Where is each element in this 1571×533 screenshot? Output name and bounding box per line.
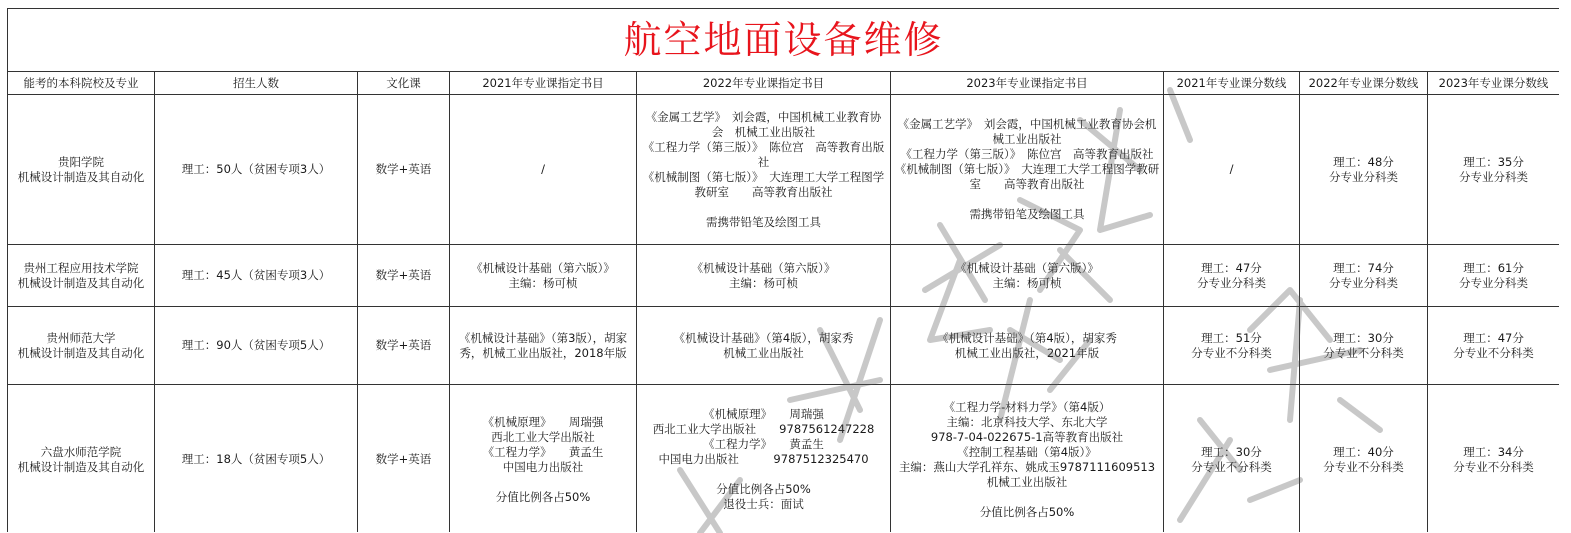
- score-2021-cell: [1164, 307, 1300, 385]
- cell-line: 分专业分科类: [1329, 169, 1398, 184]
- enroll-cell: 理工：18人（贫困专项5人）: [155, 385, 358, 533]
- cell-line: 《机械设计基础（第六版）》: [691, 260, 836, 275]
- cell-line: 理工：47分: [1463, 330, 1524, 345]
- cell-line: 机械工业出版社，2021年版: [954, 345, 1100, 360]
- cell-line: [894, 192, 1160, 207]
- cell-line: 《机械原理》 周瑞强: [703, 407, 824, 421]
- cell-line: 《机械设计基础》（第3版），胡家秀，机械工业出版社，2018年版: [458, 330, 628, 360]
- score-2021-cell: [1164, 245, 1300, 307]
- header-books-2022: 2022年专业课指定书目: [637, 72, 891, 95]
- cell-line: 机械设计制造及其自动化: [17, 345, 145, 360]
- books-2022-cell: [637, 385, 891, 533]
- cell-line: 西北工业大学出版社: [491, 429, 595, 444]
- books-2021-cell: [450, 95, 637, 245]
- books-2023-cell: [891, 385, 1164, 533]
- cell-line: 主编：北京科技大学、东北大学: [946, 414, 1108, 429]
- cell-line: 978-7-04-022675-1高等教育出版社: [930, 429, 1124, 444]
- culture-cell: 数学+英语: [358, 245, 450, 307]
- cell-line: 机械设计制造及其自动化: [17, 169, 145, 184]
- header-enroll: 招生人数: [155, 72, 358, 95]
- enroll-cell: 理工：90人（贫困专项5人）: [155, 307, 358, 385]
- cell-line: [640, 200, 887, 215]
- header-score-2023: 2023年专业课分数线: [1428, 72, 1560, 95]
- cell-line: 理工：47分: [1201, 260, 1262, 275]
- books-2021-cell: [450, 245, 637, 307]
- books-2022-cell: [637, 245, 891, 307]
- header-school: 能考的本科院校及专业: [8, 72, 155, 95]
- table-row: [8, 245, 1560, 307]
- score-2022-cell: [1300, 307, 1428, 385]
- cell-line: 分专业不分科类: [1191, 459, 1272, 474]
- score-2023-cell: [1428, 245, 1560, 307]
- school-cell: [8, 307, 155, 385]
- cell-line: 《机械制图（第七版）》 大连理工大学工程图学教研室 高等教育出版社: [642, 169, 885, 199]
- school-cell: [8, 245, 155, 307]
- cell-line: 理工：74分: [1333, 260, 1394, 275]
- cell-line: 需携带铅笔及绘图工具: [706, 214, 821, 229]
- score-2022-cell: [1300, 95, 1428, 245]
- cell-line: 《金属工艺学》 刘会霞，中国机械工业教育协会机械工业出版社: [897, 117, 1157, 146]
- cell-line: 退役士兵：面试: [723, 497, 804, 511]
- books-2021-cell: [450, 307, 637, 385]
- header-books-2023: 2023年专业课指定书目: [891, 72, 1164, 95]
- cell-line: 主编：杨可桢: [508, 275, 578, 290]
- cell-line: 机械工业出版社: [723, 345, 804, 360]
- cell-line: 贵州工程应用技术学院: [23, 260, 139, 275]
- cell-line: 《控制工程基础（第4版）》: [957, 444, 1097, 459]
- cell-line: 理工：30分: [1333, 330, 1394, 345]
- score-2023-cell: [1428, 307, 1560, 385]
- cell-line: 《工程力学（第三版）》 陈位宫 高等教育出版社: [642, 139, 885, 169]
- cell-line: 分专业分科类: [1329, 275, 1398, 290]
- cell-line: 《工程力学》 黄孟生: [703, 437, 824, 451]
- table-row: [8, 95, 1560, 245]
- culture-cell: 数学+英语: [358, 95, 450, 245]
- culture-cell: 数学+英语: [358, 307, 450, 385]
- cell-line: 《机械设计基础（第六版）》: [955, 260, 1099, 275]
- header-culture: 文化课: [358, 72, 450, 95]
- cell-line: 需携带铅笔及绘图工具: [969, 207, 1085, 221]
- cell-line: 《机械原理》 周瑞强: [482, 414, 604, 429]
- cell-line: 《机械设计基础》（第4版），胡家秀: [937, 330, 1117, 345]
- cell-line: 分专业不分科类: [1453, 459, 1534, 474]
- cell-line: 理工：40分: [1333, 444, 1394, 459]
- cell-line: 《机械设计基础（第六版）》: [471, 260, 615, 275]
- books-2023-cell: [891, 95, 1164, 245]
- cell-line: 主编：杨可桢: [992, 275, 1062, 290]
- enroll-cell: 理工：45人（贫困专项3人）: [155, 245, 358, 307]
- score-2022-cell: [1300, 385, 1428, 533]
- cell-line: 主编：杨可桢: [729, 275, 798, 290]
- cell-line: 理工：61分: [1463, 260, 1524, 275]
- books-2022-cell: [637, 307, 891, 385]
- table-row: [8, 307, 1560, 385]
- score-2021-cell: [1164, 385, 1300, 533]
- cell-line: 《机械制图（第七版）》 大连理工大学工程图学教研室 高等教育出版社: [894, 162, 1160, 191]
- books-2023-cell: [891, 245, 1164, 307]
- cell-line: 中国电力出版社 9787512325470: [658, 452, 869, 466]
- cell-line: 《机械设计基础》（第4版），胡家秀: [673, 330, 854, 345]
- cell-line: 贵阳学院: [58, 154, 104, 169]
- cell-line: 分专业不分科类: [1453, 345, 1534, 360]
- score-2021-cell: [1164, 95, 1300, 245]
- score-2022-cell: [1300, 245, 1428, 307]
- cell-line: 理工：34分: [1463, 444, 1524, 459]
- admission-table: [7, 8, 1559, 532]
- cell-line: 《金属工艺学》 刘会霞，中国机械工业教育协会 机械工业出版社: [645, 109, 882, 139]
- cell-line: 分专业不分科类: [1323, 459, 1404, 474]
- cell-line: 理工：51分: [1201, 330, 1262, 345]
- cell-line: [453, 475, 633, 490]
- cell-line: 《工程力学》 黄孟生: [482, 444, 604, 459]
- cell-line: 分专业分科类: [1197, 275, 1266, 290]
- page-title: 航空地面设备维修: [8, 9, 1560, 72]
- header-row: [8, 72, 1560, 95]
- cell-line: 《工程力学（第三版）》 陈位宫 高等教育出版社: [900, 147, 1154, 161]
- cell-line: 分值比例各占50%: [979, 504, 1075, 519]
- cell-line: 分专业分科类: [1459, 169, 1529, 184]
- header-score-2021: 2021年专业课分数线: [1164, 72, 1300, 95]
- cell-line: [894, 490, 1160, 505]
- school-cell: [8, 95, 155, 245]
- cell-line: 分专业不分科类: [1191, 345, 1272, 360]
- cell-line: [640, 467, 887, 482]
- cell-line: 分值比例各占50%: [495, 489, 591, 504]
- enroll-cell: 理工：50人（贫困专项3人）: [155, 95, 358, 245]
- cell-line: 理工：30分: [1201, 444, 1262, 459]
- cell-line: 机械设计制造及其自动化: [17, 459, 145, 474]
- cell-line: 西北工业大学出版社 9787561247228: [652, 422, 875, 436]
- cell-line: 主编：燕山大学孔祥东、姚成玉9787111609513 机械工业出版社: [898, 459, 1159, 489]
- school-cell: [8, 385, 155, 533]
- cell-line: 理工：35分: [1463, 154, 1524, 169]
- cell-line: 中国电力出版社: [502, 459, 584, 474]
- cell-line: 分值比例各占50%: [716, 482, 811, 496]
- cell-line: 理工：48分: [1333, 154, 1394, 169]
- cell-line: /: [1229, 162, 1234, 176]
- header-books-2021: 2021年专业课指定书目: [450, 72, 637, 95]
- culture-cell: 数学+英语: [358, 385, 450, 533]
- cell-line: 机械设计制造及其自动化: [17, 275, 145, 290]
- cell-line: 贵州师范大学: [46, 330, 116, 345]
- books-2021-cell: [450, 385, 637, 533]
- cell-line: 六盘水师范学院: [40, 444, 122, 459]
- table-row: [8, 385, 1560, 533]
- cell-line: 分专业分科类: [1459, 275, 1529, 290]
- score-2023-cell: [1428, 385, 1560, 533]
- books-2022-cell: [637, 95, 891, 245]
- cell-line: 分专业不分科类: [1323, 345, 1404, 360]
- header-score-2022: 2022年专业课分数线: [1300, 72, 1428, 95]
- score-2023-cell: [1428, 95, 1560, 245]
- cell-line: 《工程力学-材料力学》（第4版）: [943, 399, 1111, 414]
- books-2023-cell: [891, 307, 1164, 385]
- spreadsheet: [7, 8, 1559, 532]
- cell-line: /: [541, 162, 545, 176]
